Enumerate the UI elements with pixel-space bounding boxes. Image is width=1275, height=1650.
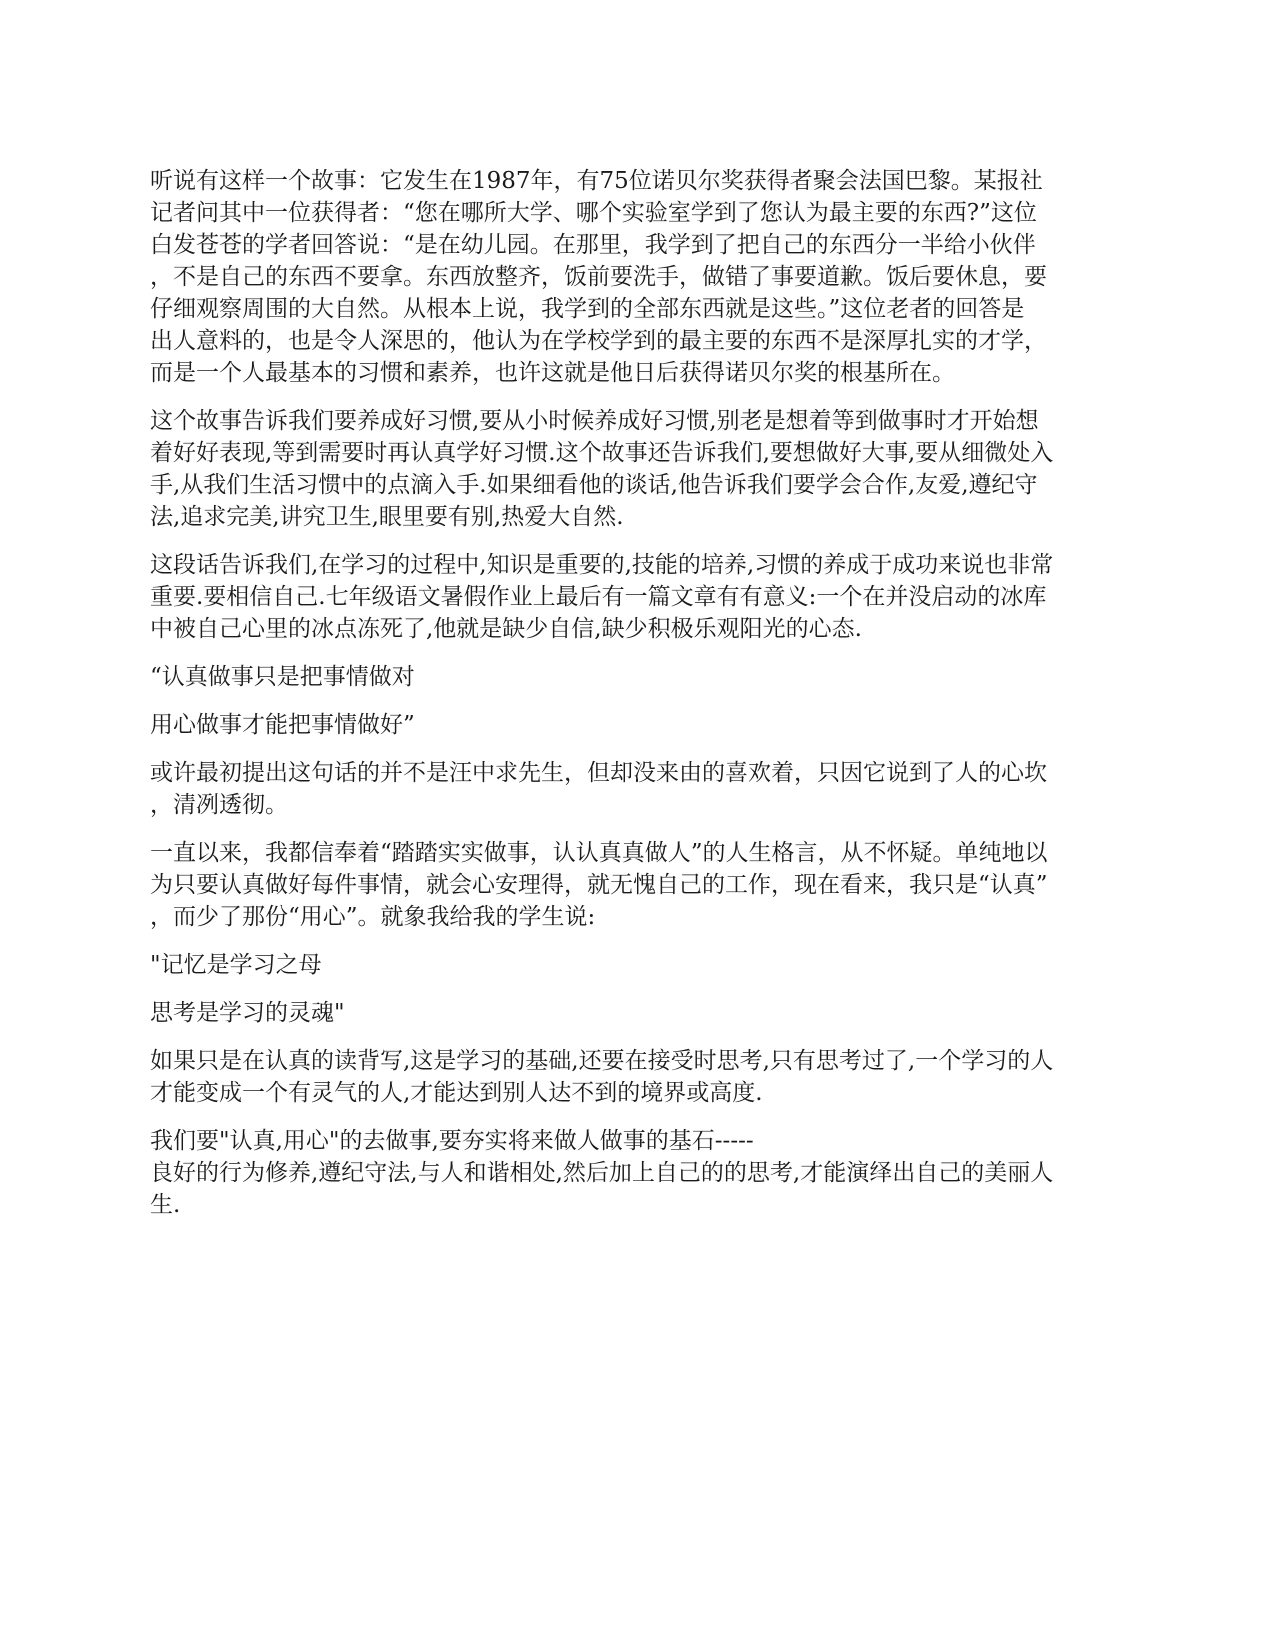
quote-line-1 bbox=[150, 661, 1125, 693]
text-line: 为只要认真做好每件事情，就会心安理得，就无愧自己的工作，现在看来，我只是“认真” bbox=[150, 872, 1048, 898]
text-line: “认真做事只是把事情做对 bbox=[150, 664, 415, 690]
text-line: 手,从我们生活习惯中的点滴入手.如果细看他的谈话,他告诉我们要学会合作,友爱,遵纪守 bbox=[150, 472, 1038, 498]
text-line: 如果只是在认真的读背写,这是学习的基础,还要在接受时思考,只有思考过了,一个学习的人 bbox=[150, 1048, 1054, 1074]
text-line: 出人意料的，也是令人深思的，他认为在学校学到的最主要的东西不是深厚扎实的才学， bbox=[150, 328, 1047, 354]
text-line: 良好的行为修养,遵纪守法,与人和谐相处,然后加上自己的的思考,才能演绎出自己的美丽人 bbox=[150, 1160, 1054, 1186]
quote-line-2 bbox=[150, 709, 1125, 741]
paragraph-3 bbox=[150, 549, 1125, 645]
document-page bbox=[150, 165, 1125, 1237]
text-line: 这个故事告诉我们要养成好习惯,要从小时候养成好习惯,别老是想着等到做事时才开始想 bbox=[150, 408, 1039, 434]
text-line: 而是一个人最基本的习惯和素养，也许这就是他日后获得诺贝尔奖的根基所在。 bbox=[150, 360, 955, 386]
text-line: 或许最初提出这句话的并不是汪中求先生，但却没来由的喜欢着，只因它说到了人的心坎 bbox=[150, 760, 1047, 786]
text-line: ，而少了那份“用心”。就象我给我的学生说: bbox=[150, 904, 596, 930]
text-line: 记者问其中一位获得者：“您在哪所大学、哪个实验室学到了您认为最主要的东西?”这位 bbox=[150, 200, 1037, 226]
text-line: 仔细观察周围的大自然。从根本上说，我学到的全部东西就是这些。”这位老者的回答是 bbox=[150, 296, 1025, 322]
text-line: 一直以来，我都信奉着“踏踏实实做事，认认真真做人”的人生格言，从不怀疑。单纯地以 bbox=[150, 840, 1048, 866]
text-line: ，不是自己的东西不要拿。东西放整齐，饭前要洗手，做错了事要道歉。饭后要休息，要 bbox=[150, 264, 1047, 290]
paragraph-2 bbox=[150, 405, 1125, 533]
text-line: 法,追求完美,讲究卫生,眼里要有别,热爱大自然. bbox=[150, 504, 624, 530]
text-line: ，清冽透彻。 bbox=[150, 792, 288, 818]
text-line: 白发苍苍的学者回答说：“是在幼儿园。在那里，我学到了把自己的东西分一半给小伙伴 bbox=[150, 232, 1036, 258]
text-line: 才能变成一个有灵气的人,才能达到别人达不到的境界或高度. bbox=[150, 1080, 763, 1106]
text-line: 这段话告诉我们,在学习的过程中,知识是重要的,技能的培养,习惯的养成于成功来说也非常 bbox=[150, 552, 1054, 578]
text-line: 生. bbox=[150, 1192, 181, 1218]
text-line: "记忆是学习之母 bbox=[150, 952, 322, 978]
text-line: 用心做事才能把事情做好” bbox=[150, 712, 415, 738]
text-line: 思考是学习的灵魂" bbox=[150, 1000, 345, 1026]
paragraph-10 bbox=[150, 1045, 1125, 1109]
paragraph-11 bbox=[150, 1125, 1125, 1221]
paragraph-1 bbox=[150, 165, 1125, 389]
text-line: 我们要"认真,用心"的去做事,要夯实将来做人做事的基石----- bbox=[150, 1128, 754, 1154]
text-line: 听说有这样一个故事：它发生在1987年，有75位诺贝尔奖获得者聚会法国巴黎。某报社 bbox=[150, 168, 1043, 194]
paragraph-6 bbox=[150, 757, 1125, 821]
quote-line-3 bbox=[150, 949, 1125, 981]
paragraph-7 bbox=[150, 837, 1125, 933]
text-line: 中被自己心里的冰点冻死了,他就是缺少自信,缺少积极乐观阳光的心态. bbox=[150, 616, 862, 642]
text-line: 重要.要相信自己.七年级语文暑假作业上最后有一篇文章有有意义:一个在并没启动的冰库 bbox=[150, 584, 1047, 610]
text-line: 着好好表现,等到需要时再认真学好习惯.这个故事还告诉我们,要想做好大事,要从细微处入 bbox=[150, 440, 1054, 466]
quote-line-4 bbox=[150, 997, 1125, 1029]
